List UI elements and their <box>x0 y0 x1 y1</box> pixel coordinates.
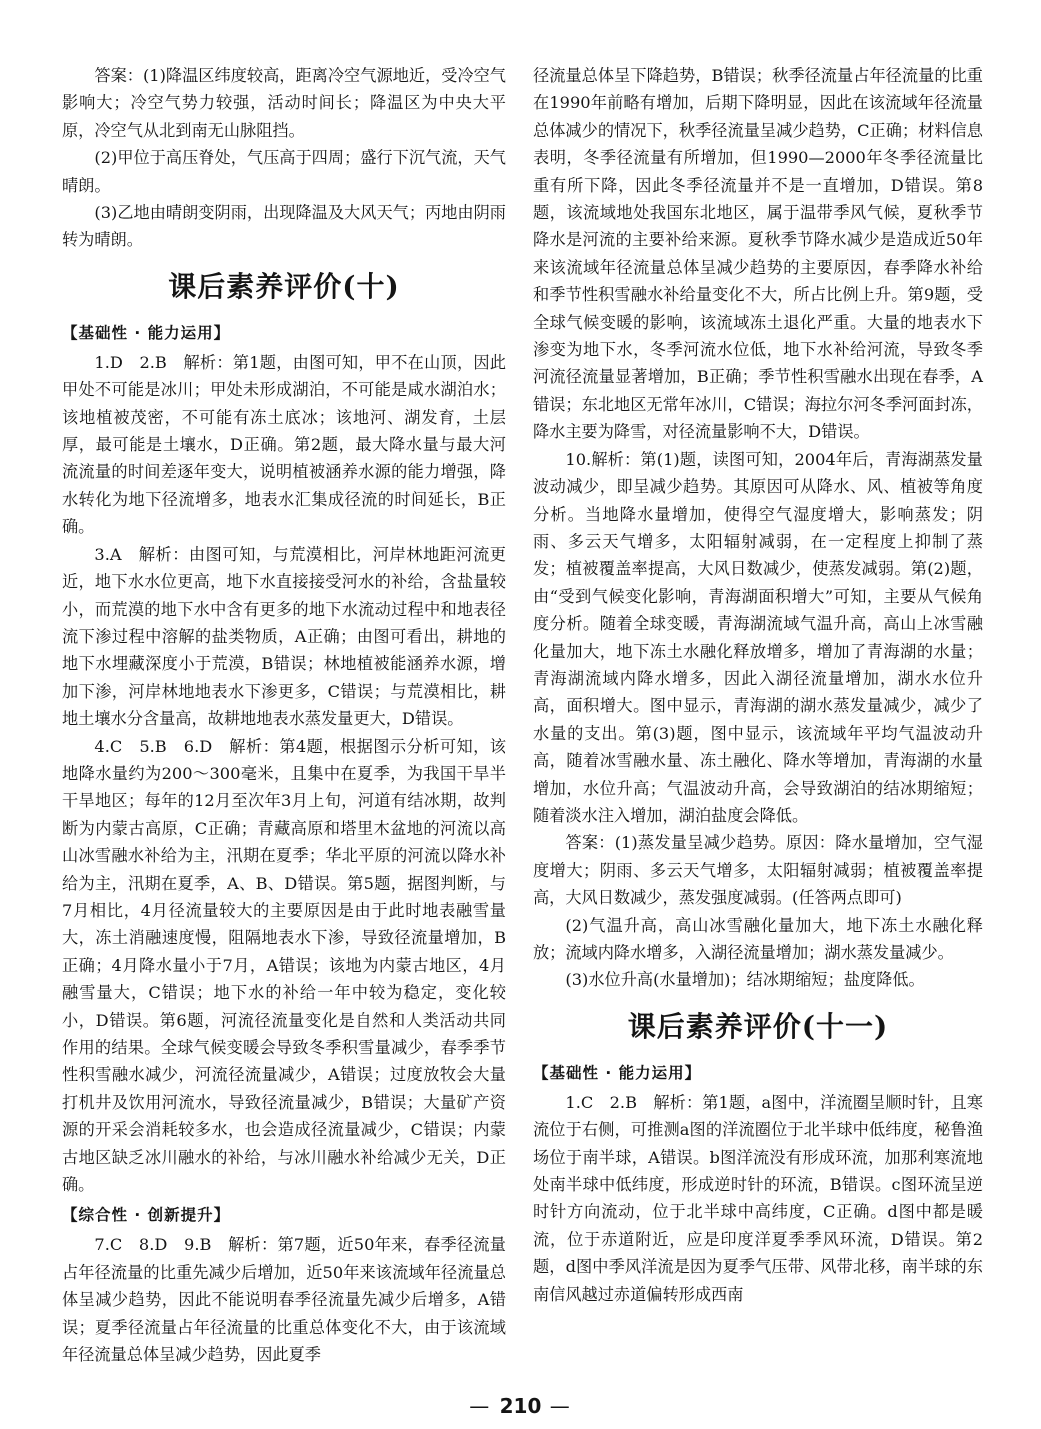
answer-paragraph-1: 答案：(1)降温区纬度较高，距离冷空气源地近，受冷空气影响大；冷空气势力较强，活动时间长；降温区为中央大平原，冷空气从北到南无山脉阻挡。 <box>62 66 506 140</box>
answer-10-part-1: 答案：(1)蒸发量呈减少趋势。原因：降水量增加，空气湿度增大；阴雨、多云天气增多，太阳辐射减弱；植被覆盖率提高，大风日数减少，蒸发强度减弱。(任答两点即可) <box>533 833 983 908</box>
page-number: 210 <box>499 1394 542 1418</box>
question-7-9: 7.C 8.D 9.B 解析：第7题，近50年来，春季径流量占年径流量的比重先减少后增加，近50年来该流域年径流量总体呈减少趋势，因此不能说明春季径流量先减少后增多，A错误；夏季径流量占年径流量的比重总体变化不大，由于该流域年径流量总体呈减少趋势，因此夏季 <box>62 1235 506 1365</box>
tag-basic-11: 【基础性 · 能力运用】 <box>533 1063 702 1082</box>
question-7-9-continued: 径流量总体呈下降趋势，B错误；秋季径流量占年径流量的比重在1990年前略有增加，后期下降明显，因此在该流域年径流量总体减少的情况下，秋季径流量呈减少趋势，C正确；材料信息表明，冬季径流量有所增加，但1990—2000年冬季径流量比重有所下降，因此冬季径流量并不是一直增加，D错误。第8题，该流域地处我国东北地区，属于温带季风气候，夏秋季节降水是河流的主要补给来源。夏秋季节降水减少是造成近50年来该流域年径流量总体呈减少趋势的主要原因，春季降水补给和季节性积雪融水补给量变化不大，所占比例上升。第9题，受全球气候变暖的影响，该流域冻土退化严重。大量的地表水下渗变为地下水，冬季河流水位低，地下水补给河流，导致冬季河流径流量显著增加，B正确；季节性积雪融水出现在春季，A错误；东北地区无常年冰川，C错误；海拉尔河冬季河面封冻，降水主要为降雪，对径流量影响不大，D错误。 <box>533 66 983 442</box>
tag-comprehensive-10: 【综合性 · 创新提升】 <box>62 1206 231 1225</box>
page-footer <box>0 1394 1041 1418</box>
answer-10-part-3: (3)水位升高(水量增加)；结冰期缩短；盐度降低。 <box>565 970 925 990</box>
question-11-1-2: 1.C 2.B 解析：第1题，a图中，洋流圈呈顺时针，且寒流位于右侧，可推测a图的洋流圈位于北半球中低纬度，秘鲁渔场位于南半球，A错误。b图洋流没有形成环流，加那利寒流地处南半球中低纬度，形成逆时针的环流，B错误。c图环流呈逆时针方向流动，位于北半球中高纬度，C正确。d图中都是暖流，位于赤道附近，应是印度洋夏季季风环流，D错误。第2题，d图中季风洋流是因为夏季气压带、风带北移，南半球的东南信风越过赤道偏转形成西南 <box>533 1092 983 1304</box>
left-column <box>62 62 506 1368</box>
question-10: 10.解析：第(1)题，读图可知，2004年后，青海湖蒸发量波动减少，即呈减少趋势。其原因可从降水、风、植被等角度分析。当地降水量增加，使得空气湿度增大，影响蒸发；阴雨、多云天气增多，太阳辐射减弱，在一定程度上抑制了蒸发；植被覆盖率提高，大风日数减少，使蒸发减弱。第(2)题，由“受到气候变化影响，青海湖面积增大”可知，主要从气候角度分析。随着全球变暖，青海湖流域气温升高，高山上冰雪融化量加大，地下冻土水融化释放增多，增加了青海湖的水量；青海湖流域内降水增多，因此入湖径流量增加，湖水水位升高，面积增大。图中显示，青海湖的湖水蒸发量减少，减少了水量的支出。第(3)题，图中显示，该流域年平均气温波动升高，随着冰雪融水量、冻土融化、降水等增加，青海湖的水量增加，水位升高；气温波动升高，会导致湖泊的结冰期缩短；随着淡水注入增加，湖泊盐度会降低。 <box>533 449 983 825</box>
footer-dash-right: — <box>541 1394 572 1418</box>
answer-paragraph-2: (2)甲位于高压脊处，气压高于四周；盛行下沉气流，天气晴朗。 <box>62 148 506 195</box>
tag-basic-10: 【基础性 · 能力运用】 <box>62 323 231 342</box>
section-title-10: 课后素养评价(十) <box>168 269 400 303</box>
answer-paragraph-3: (3)乙地由晴朗变阴雨，出现降温及大风天气；丙地由阴雨转为晴朗。 <box>62 203 506 250</box>
footer-dash-left: — <box>469 1394 500 1418</box>
answer-10-part-2: (2)气温升高，高山冰雪融化量加大，地下冻土水融化释放；流域内降水增多，入湖径流量增加；湖水蒸发量减少。 <box>533 915 983 962</box>
question-3: 3.A 解析：由图可知，与荒漠相比，河岸林地距河流更近，地下水水位更高，地下水直接接受河水的补给，含盐量较小，而荒漠的地下水中含有更多的地下水流动过程中和地表径流下渗过程中溶解的盐类物质，A正确；由图可看出，耕地的地下水埋藏深度小于荒漠，B错误；林地植被能涵养水源，增加下渗，河岸林地地表水下渗更多，C错误；与荒漠相比，耕地土壤水分含量高，故耕地地表水蒸发量更大，D错误。 <box>62 544 506 729</box>
right-column <box>533 62 983 1308</box>
question-4-6: 4.C 5.B 6.D 解析：第4题，根据图示分析可知，该地降水量约为200～300毫米，且集中在夏季，为我国干旱半干旱地区；每年的12月至次年3月上旬，河道有结冰期，故判断为内蒙古高原，C正确；青藏高原和塔里木盆地的河流以高山冰雪融水补给为主，汛期在夏季；华北平原的河流以降水补给为主，汛期在夏季，A、B、D错误。第5题，据图判断，与7月相比，4月径流量较大的主要原因是由于此时地表融雪量大，冻土消融速度慢，阻隔地表水下渗，导致径流量增加，B正确；4月降水量小于7月，A错误；该地为内蒙古地区，4月融雪量大，C错误；地下水的补给一年中较为稳定，变化较小，D错误。第6题，河流径流量变化是自然和人类活动共同作用的结果。全球气候变暖会导致冬季积雪量减少，春季季节性积雪融水减少，河流径流量减少，A错误；过度放牧会大量打机井及饮用河流水，导致径流量减少，B错误；大量矿产资源的开采会消耗较多水，也会造成径流量减少，C错误；内蒙古地区缺乏冰川融水的补给，与冰川融水补给减少无关，D正确。 <box>62 736 506 1195</box>
section-title-11: 课后素养评价(十一) <box>627 1009 889 1043</box>
question-1-2: 1.D 2.B 解析：第1题，由图可知，甲不在山顶，因此甲处不可能是冰川；甲处未形成湖泊，不可能是咸水湖泊水；该地植被茂密，不可能有冻土底冰；该地河、湖发育，土层厚，最可能是土壤水，D正确。第2题，最大降水量与最大河流流量的时间差逐年变大，说明植被涵养水源的能力增强，降水转化为地下径流增多，地表水汇集成径流的时间延长，B正确。 <box>62 352 506 537</box>
